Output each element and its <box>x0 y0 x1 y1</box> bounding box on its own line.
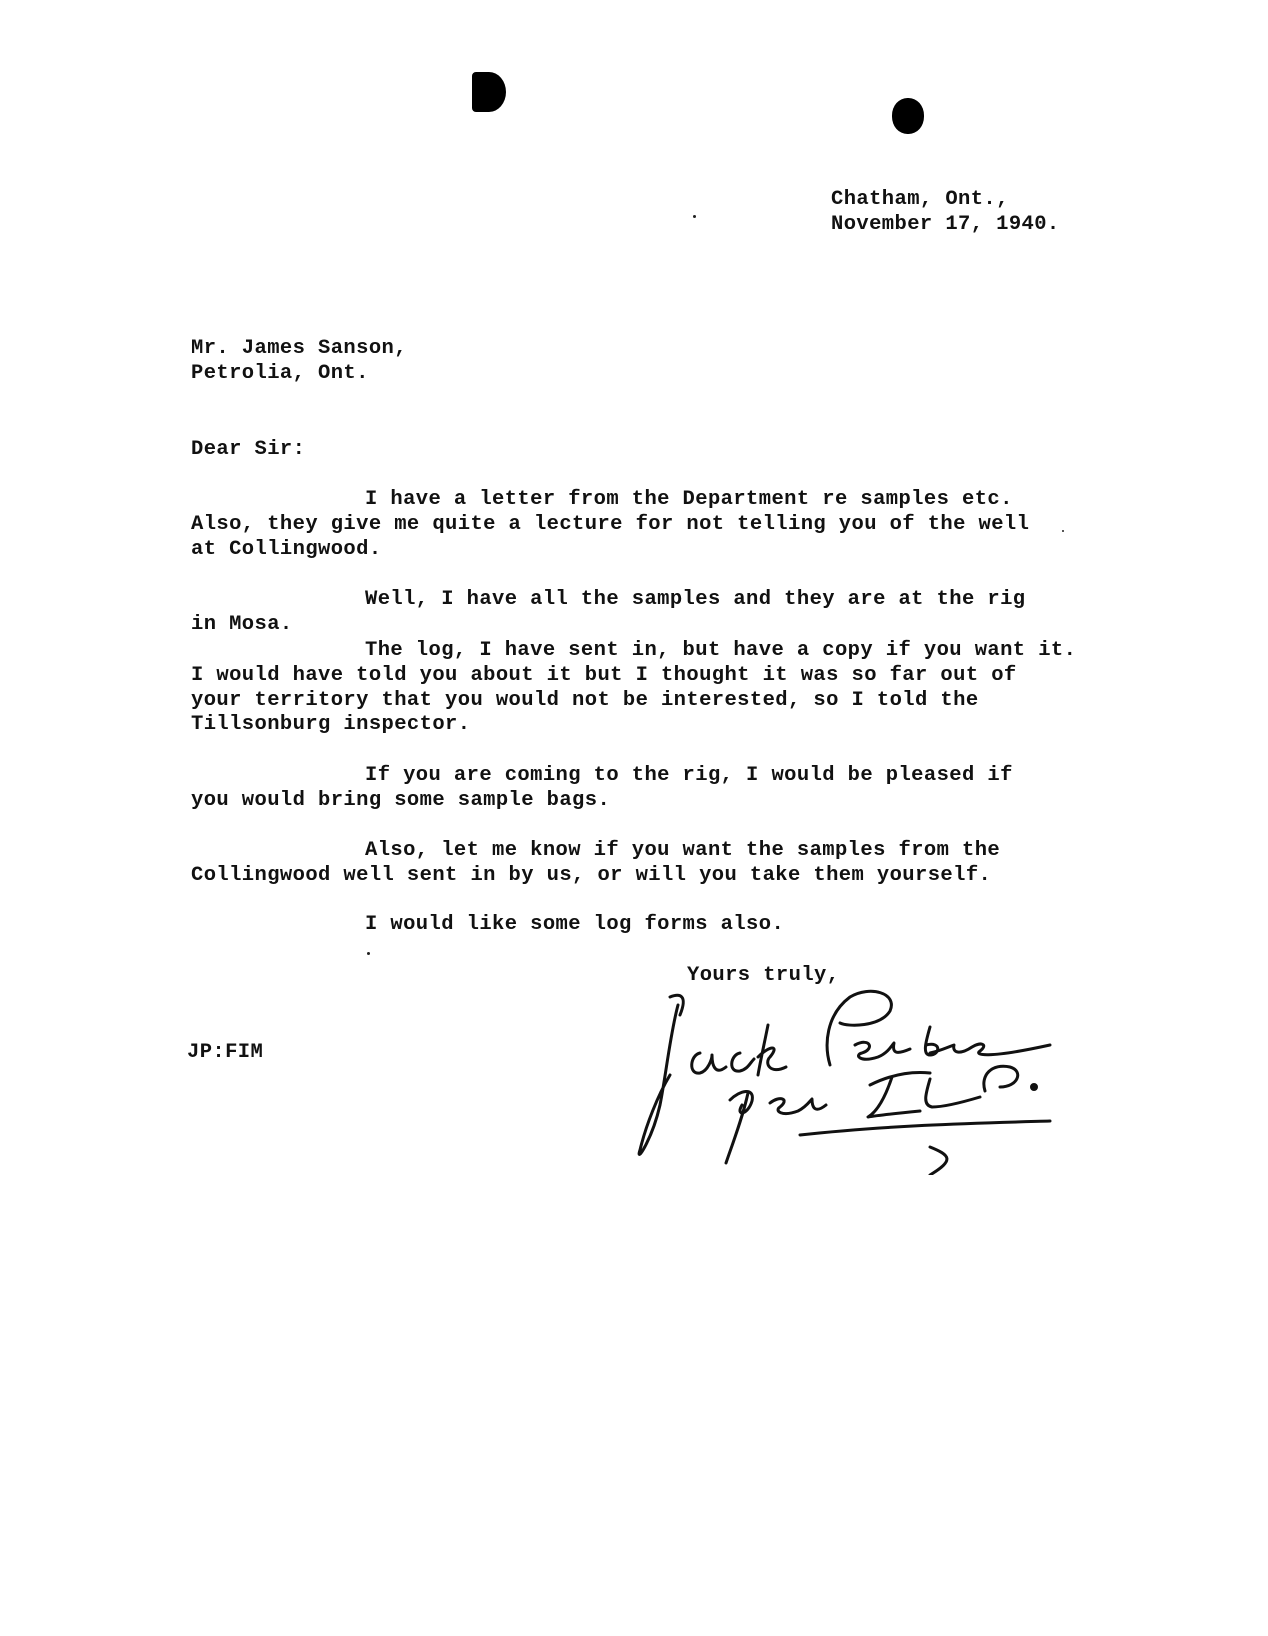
body-line: you would bring some sample bags. <box>191 789 611 812</box>
body-line: Tillsonburg inspector. <box>191 713 471 736</box>
recipient-name: Mr. James Sanson, <box>191 337 407 360</box>
closing: Yours truly, <box>687 964 840 987</box>
body-line: I would have told you about it but I thought it was so far out of <box>191 664 1017 687</box>
salutation: Dear Sir: <box>191 438 306 461</box>
letter-place: Chatham, Ont., <box>831 188 1009 211</box>
speck-mark <box>693 215 696 218</box>
body-line: I would like some log forms also. <box>365 913 785 936</box>
body-line: Well, I have all the samples and they are at the rig <box>365 588 1026 611</box>
speck-mark <box>1062 530 1064 532</box>
recipient-address: Petrolia, Ont. <box>191 362 369 385</box>
body-line: Also, they give me quite a lecture for not telling you of the well <box>191 513 1030 536</box>
body-line: Also, let me know if you want the samples from the <box>365 839 1001 862</box>
body-line: I have a letter from the Department re samples etc. <box>365 488 1013 511</box>
letter-date: November 17, 1940. <box>831 213 1060 236</box>
punch-hole-mark <box>892 98 924 134</box>
body-line: your territory that you would not be interested, so I told the <box>191 689 979 712</box>
body-line: at Collingwood. <box>191 538 382 561</box>
punch-hole-mark <box>472 72 506 112</box>
body-line: If you are coming to the rig, I would be pleased if <box>365 764 1013 787</box>
handwritten-signature <box>630 975 1110 1175</box>
body-line: The log, I have sent in, but have a copy if you want it. <box>365 639 1077 662</box>
body-line: Collingwood well sent in by us, or will you take them yourself. <box>191 864 992 887</box>
speck-mark <box>367 952 370 955</box>
reference-initials: JP:FIM <box>187 1041 264 1064</box>
body-line: in Mosa. <box>191 613 293 636</box>
